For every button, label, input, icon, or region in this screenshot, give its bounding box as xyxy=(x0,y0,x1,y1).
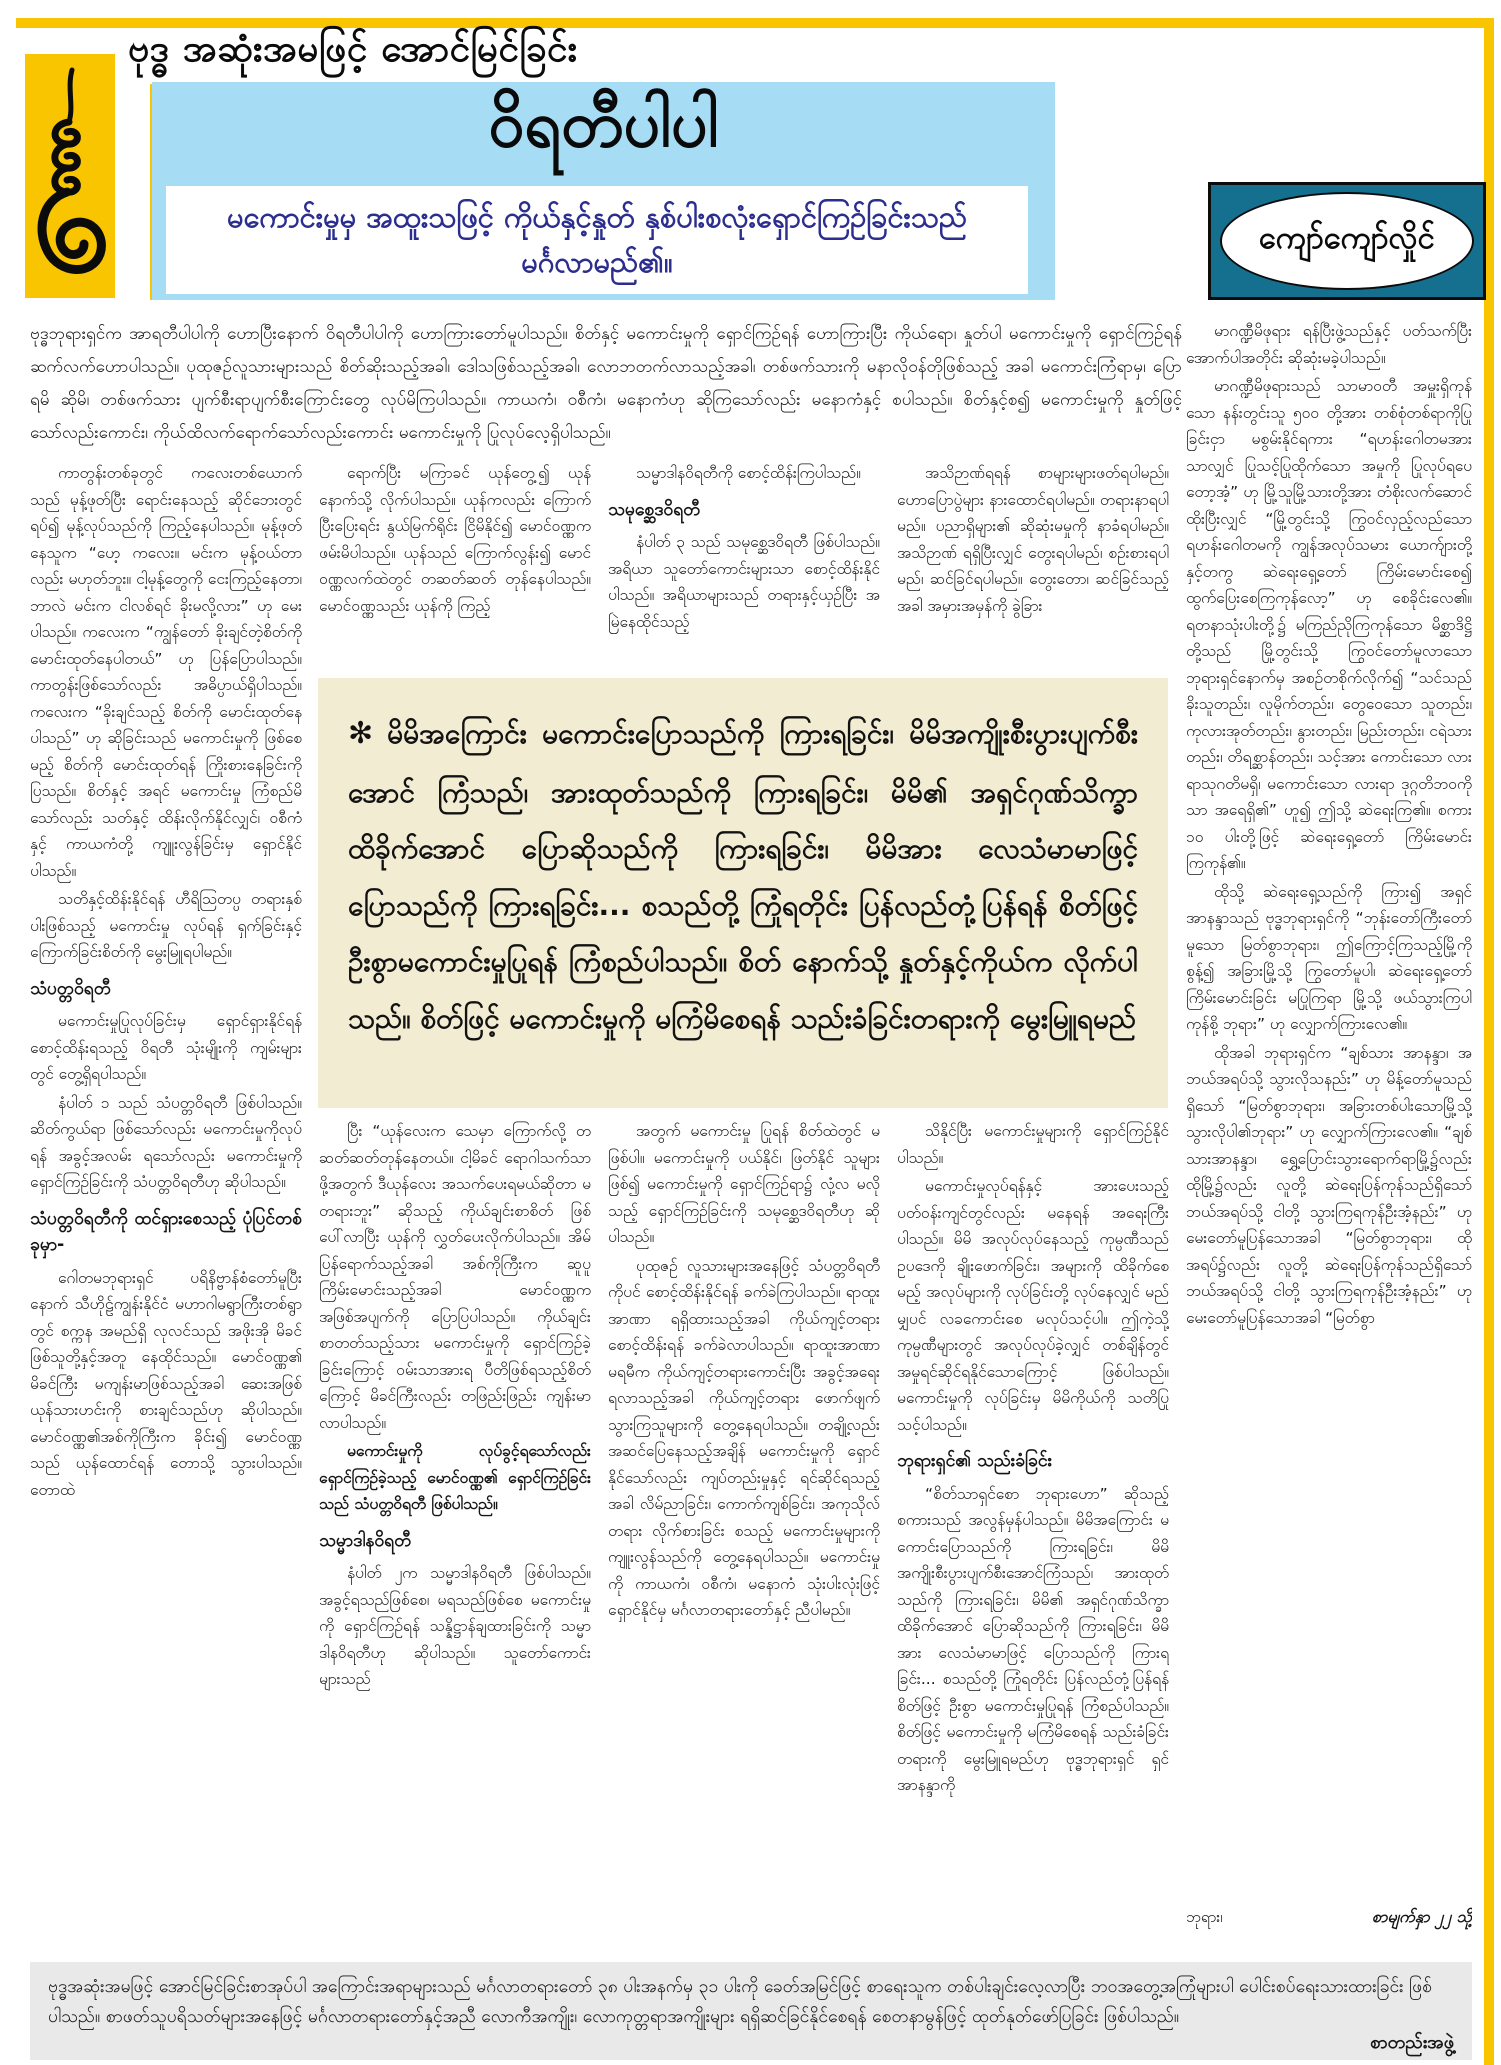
quote-body: မိမိအကြောင်း မကောင်းပြောသည်ကို ကြားရခြင်း၊ မိမိအကျိုးစီးပွားပျက်စီးအောင် ကြံသည်၊ အားထုတ်သည်ကို ကြားရခြင်း၊ မိမိ၏ အရှင်ဂုဏ်သိက္ခာ ထိခိုက်အောင် ပြောဆိုသည်ကို ကြားရခြင်း၊ မိမိအား လေသံမာမာဖြင့် ပြောသည်ကို ကြားရခြင်း... စသည်တို့ ကြုံရတိုင်း ပြန်လည်တုံ့ပြန်ရန် စိတ်ဖြင့် ဦးစွာမကောင်းမှုပြုရန် ကြံစည်ပါသည်။ စိတ် နောက်သို့ နှုတ်နှင့်ကိုယ်က လိုက်ပါသည်။ စိတ်ဖြင့် မကောင်းမှုကို မကြံမိစေရန် သည်းခံခြင်းတရားကို မွေးမြူရမည် xyxy=(348,717,1138,1035)
quote-text xyxy=(348,704,1138,1047)
page-frame-right xyxy=(1484,18,1494,2065)
footer-note xyxy=(30,1962,1472,2060)
page-jump-lead: ဘုရား၊ xyxy=(1186,1907,1223,1926)
subtitle-box xyxy=(166,186,1028,294)
body-paragraph: နံပါတ် ၂က သမ္မာဒါနဝိရတီ ဖြစ်ပါသည်။ အခွင့်ရသည်ဖြစ်စေ၊ မရသည်ဖြစ်စေ မကောင်းမှုကို ရှောင်ကြဉ်ရန် သန္နိဋ္ဌာန်ချထားခြင်းကို သမ္မာဒါနဝိရတီဟု ဆိုပါသည်။ သူတော်ကောင်းများသည် xyxy=(319,1564,591,1688)
body-paragraph: သတိနှင့်ထိန်းနိုင်ရန် ဟီရိသြတပ္ပ တရားနှစ်ပါးဖြစ်သည့် မကောင်းမှု လုပ်ရန် ရှက်ခြင်းနှင့် ကြောက်ခြင်းစိတ်ကို မွေးမြူရပါမည်။ xyxy=(30,890,302,961)
kicker: ဗုဒ္ဓ အဆုံးအမဖြင့် အောင်မြင်ခြင်း xyxy=(128,27,578,70)
body-paragraph: ကာတွန်းတစ်ခုတွင် ကလေးတစ်ယောက်သည် မုန့်ဖုတ်ပြီး ရောင်းနေသည့် ဆိုင်ဘေးတွင် ရပ်၍ မုန့်လုပ်သည်ကို ကြည့်နေပါသည်။ မုန့်ဖုတ်နေသူက “ဟေ့ ကလေး။ မင်းက မုန့်ဝယ်တာလည်း မဟုတ်ဘူး။ ငါ့မုန့်တွေကို ငေးကြည့်နေတာ၊ ဘာလဲ မင်းက ငါလစ်ရင် ခိုးမလို့လား” ဟု မေးပါသည်။ ကလေးက “ကျွန်တော် ခိုးချင်တဲ့စိတ်ကို မောင်းထုတ်နေပါတယ်” ဟု ပြန်ပြောပါသည်။ ကာတွန်းဖြစ်သော်လည်း အဓိပ္ပာယ်ရှိပါသည်။ ကလေးက “ခိုးချင်သည့် စိတ်ကို မောင်းထုတ်နေပါသည်” ဟု ဆိုခြင်းသည် မကောင်းမှုကို ဖြစ်စေမည့် စိတ်ကို မောင်းထုတ်ရန် ကြိုးစားနေခြင်းကို ပြသည်။ စိတ်နှင့် အရင် မကောင်းမှု ကြံစည်မိသော်လည်း သတ်နှင့် ထိန်းလိုက်နိုင်လျှင်၊ ဝစီကံနှင့် ကာယကံတို့ ကျူးလွန်ခြင်းမှ ရှောင်နိုင်ပါသည်။ xyxy=(30,464,302,880)
column-2-bottom xyxy=(319,1118,591,1930)
subtitle-line-2: မင်္ဂလာမည်၏။ xyxy=(521,245,673,279)
body-paragraph: မကောင်းမှုလုပ်ရန်နှင့် အားပေးသည့် ပတ်ဝန်းကျင်တွင်လည်း မနေရန် အရေးကြီးပါသည်။ မိမိ အလုပ်လုပ်နေသည့် ကုမ္ပဏီသည် ဥပဒေကို ချိုးဖောက်ခြင်း၊ အများကို ထိခိုက်စေမည့် အလုပ်များကို လုပ်ခြင်းတို့ လုပ်နေလျှင် မည်မျှပင် လခကောင်းစေ မလုပ်သင့်ပါ။ ဤကဲ့သို့ ကုမ္ပဏီများတွင် အလုပ်လုပ်ခဲ့လျှင် တစ်ချိန်တွင် အမှုရင်ဆိုင်ရနိုင်သောကြောင့် ဖြစ်ပါသည်။ မကောင်းမှုကို လုပ်ခြင်းမှ မိမိကိုယ်ကို သတိပြုသင့်ပါသည်။ xyxy=(897,1177,1169,1434)
body-paragraph: ထိုအခါ ဘုရားရှင်က “ချစ်သား အာနန္ဒာ၊ အဘယ်အရပ်သို့ သွားလိုသနည်း” ဟု မိန့်တော်မူသည်ရှိသော် “မြတ်စွာဘုရား၊ အခြားတစ်ပါးသောမြို့သို့ သွားလိုပါ၏ဘုရား” ဟု လျှောက်ကြားလေ၏။ “ချစ်သားအာနန္ဒာ၊ ရွှေ့ပြောင်းသွားရောက်ရာမြို့၌လည်း ထိုမြို့၌လည်း လူတို့ ဆဲရေးပြန်ကုန်သည်ရှိသော် ဘယ်အရပ်သို့ ငါတို့ သွားကြရကုန်ဦးအံ့နည်း” ဟု မေးတော်မူပြန်သောအခါ “မြတ်စွာဘုရား၊ ထိုအရပ်၌လည်း လူတို့ ဆဲရေးပြန်ကုန်သည်ရှိသော် ဘယ်အရပ်သို့ ငါတို့ သွားကြရကုန်ဦးအံ့နည်း” ဟု မေးတော်မူပြန်သောအခါ “မြတ်စွာ xyxy=(1186,1043,1472,1327)
body-paragraph: မကောင်းမှုပြုလုပ်ခြင်းမှ ရှောင်ရှားနိုင်ရန် စောင့်ထိန်းရသည့် ဝိရတီ သုံးမျိုးကို ကျမ်းများတွင် တွေ့ရှိရပါသည်။ xyxy=(30,1012,302,1083)
page-jump-note: စာမျက်နှာ ၂၂ သို့ xyxy=(1371,1906,1472,1926)
footer-signature: စာတည်းအဖွဲ့ xyxy=(1370,2032,1454,2053)
body-paragraph: “စိတ်သာရှင်စော ဘုရားဟော” ဆိုသည့်စကားသည် အလွန်မှန်ပါသည်။ မိမိအကြောင်း မကောင်းပြောသည်ကို ကြားရခြင်း၊ မိမိအကျိုးစီးပွားပျက်စီးအောင်ကြံသည်၊ အားထုတ်သည်ကို ကြားရခြင်း၊ မိမိ၏ အရှင်ဂုဏ်သိက္ခာ ထိခိုက်အောင် ပြောဆိုသည်ကို ကြားရခြင်း၊ မိမိအား လေသံမာမာဖြင့် ပြောသည်ကို ကြားရခြင်း... စသည်တို့ ကြုံရတိုင်း ပြန်လည်တုံ့ပြန်ရန် စိတ်ဖြင့် ဦးစွာ မကောင်းမှုပြုရန် ကြံစည်ပါသည်။ စိတ်ဖြင့် မကောင်းမှုကို မကြံမိစေရန် သည်းခံခြင်းတရားကို မွေးမြူရမည်ဟု ဗုဒ္ဓဘုရားရှင် ရှင်အာနန္ဒာကို xyxy=(897,1484,1169,1794)
quote-marker-icon: ✻ xyxy=(348,716,374,751)
body-paragraph: ရောက်ပြီး မကြာခင် ယုန်တွေ့၍ ယုန်နောက်သို့ လိုက်ပါသည်။ ယုန်ကလည်း ကြောက်ပြီးပြေးရင်း နွယ်မြက်ရိုင်း ငြိမိနိုင်၍ မောင်ဝဏ္ဏက ဖမ်းမိပါသည်။ ယုန်သည် ကြောက်လွန်း၍ မောင်ဝဏ္ဏလက်ထဲတွင် တဆတ်ဆတ် တုန်နေပါသည်။ မောင်ဝဏ္ဏသည်း ယုန်ကို ကြည့် xyxy=(319,464,591,615)
footer-text: ဗုဒ္ဓအဆုံးအမဖြင့် အောင်မြင်ခြင်းစာအုပ်ပါ အကြောင်းအရာများသည် မင်္ဂလာတရားတော် ၃၈ ပါးအနက်မှ ၃၁ ပါးကို ခေတ်အမြင်ဖြင့် စာရေးသူက တစ်ပါးချင်းလေ့လာပြီး ဘဝအတွေ့အကြုံများပါ ပေါင်းစပ်ရေးသားထားခြင်း ဖြစ်ပါသည်။ စာဖတ်သူပရိသတ်များအနေဖြင့် မင်္ဂလာတရားတော်နှင့်အညီ လောကီအကျိုး၊ လောကုတ္တရာအကျိုးများ ရရှိဆင်ခြင်နိုင်စေရန် စေတနာမွန်ဖြင့် ထုတ်နုတ်ဖော်ပြခြင်း ဖြစ်ပါသည်။ xyxy=(48,1977,1432,2027)
page-title: ဝိရတီပါပါ xyxy=(488,88,719,162)
section-subhead: သံပတ္တဝိရတီကို ထင်ရှားစေသည့် ပုံပြင်တစ်ခုမှာ- xyxy=(30,1208,302,1255)
subtitle-line-1: မကောင်းမှုမှ အထူးသဖြင့် ကိုယ်နှင့်နှုတ် နှစ်ပါးစလုံးရှောင်ကြဉ်ခြင်းသည် xyxy=(227,200,967,235)
column-4-bottom xyxy=(897,1118,1169,1930)
author-name: ကျော်ကျော်လှိုင် xyxy=(1259,220,1435,256)
column-1 xyxy=(30,460,302,1930)
section-subhead: သမ္မာဒါနဝိရတီ xyxy=(319,1530,412,1551)
page-jump xyxy=(1186,1900,1472,1931)
body-paragraph: နံပါတ် ၁ သည် သံပတ္တဝိရတီ ဖြစ်ပါသည်။ ဆိတ်ကွယ်ရာ ဖြစ်သော်လည်း မကောင်းမှုကိုလုပ်ရန် အခွင့်အလမ်း ရသော်လည်း မကောင်းမှုကို ရှောင်ကြဉ်ခြင်းကို သံပတ္တဝိရတီဟု ဆိုပါသည်။ xyxy=(30,1093,302,1191)
body-paragraph: အတွက် မကောင်းမှု ပြုရန် စိတ်ထဲတွင် မဖြစ်ပါ။ မကောင်းမှုကို ပယ်နိုင်၊ ဖြတ်နိုင် သူများဖြစ်၍ မကောင်းမှုကို ရှောင်ကြဉ်ရာ၌ လုံ့လ မလိုသည့် ရှောင်ကြဉ်ခြင်းကို သမုစ္ဆေဒဝိရတီဟု ဆိုပါသည်။ xyxy=(608,1122,880,1246)
column-3-top xyxy=(608,460,880,674)
body-paragraph: ဂေါတမဘုရားရှင် ပရိနိဗ္ဗာန်စံတော်မူပြီးနောက် သီဟိုဠ်ကျွန်းနိုင်ငံ မဟာဂါမရွာကြီးတစ်ရွာတွင် စက္ကန အမည်ရှိ လုလင်သည် အဖိုးအို မိခင်ဖြစ်သူတို့နှင့်အတူ နေထိုင်သည်။ မောင်ဝဏ္ဏ၏ မိခင်ကြီး မကျန်းမာဖြစ်သည့်အခါ ဆေးအဖြစ် ယုန်သားဟင်းကို စားချင်သည်ဟု ဆိုပါသည်။ မောင်ဝဏ္ဏ၏အစ်ကိုကြီးက ခိုင်း၍ မောင်ဝဏ္ဏသည် ယုန်ထောင်ရန် တောသို့ သွားပါသည်။ တောထဲ xyxy=(30,1268,302,1499)
body-paragraph: နံပါတ် ၃ သည် သမုစ္ဆေဒဝိရတီ ဖြစ်ပါသည်။ အရိယာ သူတော်ကောင်းများသာ စောင့်ထိန်းနိုင်ပါသည်။ အရိယာများသည် တရားနှင့်ယှဉ်ပြီး အမြဲနေထိုင်သည့် xyxy=(608,533,880,631)
column-5 xyxy=(1186,318,1472,1930)
section-subhead: သံပတ္တဝိရတီ xyxy=(30,978,111,999)
body-paragraph: ထိုသို့ ဆဲရေးရှေ့သည်ကို ကြား၍ အရှင်အာနန္ဒာသည် ဗုဒ္ဓဘုရားရှင်ကို “ဘုန်းတော်ကြီးတော်မူသော မြတ်စွာဘုရား၊ ဤကြောင့်ကြသည့်မြို့ကို စွန့်၍ အခြားမြို့သို့ ကြွတော်မူပါ၊ ဆဲရေးရှေ့တော် ကြိမ်းမောင်းခြင်း မပြုကြရာ မြို့သို့ ဖယ်သွားကြပါကုန်စို့ ဘုရား” ဟု လျှောက်ကြားလေ၏။ xyxy=(1186,882,1472,1033)
calligraphy-ornament-icon xyxy=(34,66,106,286)
title-box xyxy=(152,82,1055,300)
body-paragraph: မာဂဏ္ဍီမိဖုရား ရန်ပြီးဖွဲ့သည်နှင့် ပတ်သက်ပြီး အောက်ပါအတိုင်း ဆိုဆုံးမခဲ့ပါသည်။ xyxy=(1186,322,1472,367)
logo-box xyxy=(25,54,115,298)
body-paragraph: ပုထုဇဉ် လူသားများအနေဖြင့် သံပတ္တဝိရတီကိုပင် စောင့်ထိန်းနိုင်ရန် ခက်ခဲကြပါသည်။ ရာထူးအာဏာ ရရှိထားသည့်အခါ ကိုယ်ကျင့်တရား စောင့်ထိန်းရန် ခက်ခဲလာပါသည်။ ရာထူးအာဏာ မရမီက ကိုယ်ကျင့်တရားကောင်းပြီး အခွင့်အရေး ရလာသည့်အခါ ကိုယ်ကျင့်တရား ဖောက်ဖျက်သွားကြသူများကို တွေ့နေရပါသည်။ တချို့လည်း အဆင်ပြေနေသည့်အချိန် မကောင်းမှုကို ရှောင်နိုင်သော်လည်း ကျပ်တည်းမှုနှင့် ရင်ဆိုင်ရသည့်အခါ လိမ်ညာခြင်း၊ ကောက်ကျစ်ခြင်း၊ အကုသိုလ်တရား လိုက်စားခြင်း စသည့် မကောင်းမှုများကို ကျူးလွန်သည်ကို တွေ့နေရပါသည်။ မကောင်းမှုကို ကာယကံ၊ ဝစီကံ၊ မနောကံ သုံးပါးလုံးဖြင့် ရှောင်နိုင်မှ မင်္ဂလာတရားတော်နှင့် ညီပါမည်။ xyxy=(608,1256,880,1619)
body-paragraph: မာဂဏ္ဍီမိဖုရားသည် သာမာဝတီ အမှူးရှိကုန်သော နန်းတွင်းသူ ၅၀၀ တို့အား တစ်စုံတစ်ရာကိုပြုခြင်းငှာ မစွမ်းနိုင်ရကား “ရဟန်းဂေါတမအားသာလျှင် ပြုသင့်ပြုထိုက်သော အမှုကို ပြုလုပ်ရပေတော့အံ့” ဟု မြို့သူမြို့သားတို့အား တံစိုးလက်ဆောင်ထိုးပြီးလျှင် “မြို့တွင်းသို့ ကြွဝင်လှည့်လည်သော ရဟန်းဂေါတမကို ကျွန်အလုပ်သမား ယောက်ျားတို့နှင့်တကွ ဆဲရေးရှေ့တော် ကြိမ်းမောင်းစေ၍ ထွက်ပြေးစေကြကုန်လော့” ဟု စေခိုင်းလေ၏။ ရတနာသုံးပါးတို့၌ မကြည်ညိုကြကုန်သော မိစ္ဆာဒိဋ္ဌိတို့သည် မြို့တွင်းသို့ ကြွဝင်တော်မူလာသော ဘုရားရှင်နောက်မှ အစဉ်တစိုက်လိုက်၍ “သင်သည် ခိုးသူတည်း၊ လူမိုက်တည်း၊ တွေဝေသော သူတည်း၊ ကုလားအုတ်တည်း၊ နွားတည်း၊ မြည်းတည်း၊ ငရဲသားတည်း၊ တိရစ္ဆာန်တည်း၊ သင့်အား ကောင်းသော လားရာသုဂတိမရှိ၊ မကောင်းသော လားရာ ဒုဂ္ဂတိဘဝကိုသာ အရေရှိ၏” ဟူ၍ ဤသို့ ဆဲရေးကြ၏။ စကား ၁၀ ပါးတို့ဖြင့် ဆဲရေးရှေ့တော် ကြိမ်းမောင်းကြကုန်၏။ xyxy=(1186,377,1472,872)
column-2-top xyxy=(319,460,591,674)
column-4-top xyxy=(897,460,1169,674)
quote-box xyxy=(318,678,1168,1108)
body-paragraph: သိနိုင်ပြီး မကောင်းမှုများကို ရှောင်ကြဉ်နိုင်ပါသည်။ xyxy=(897,1122,1169,1167)
column-3-bottom xyxy=(608,1118,880,1930)
author-ellipse xyxy=(1220,192,1474,290)
intro-paragraph: ဗုဒ္ဓဘုရားရှင်က အာရတီပါပါကို ဟောပြီးနောက် ဝိရတီပါပါကို ဟောကြားတော်မူပါသည်။ စိတ်နှင့် မကောင်းမှုကို ရှောင်ကြဉ်ရန် ဟောကြားပြီး ကိုယ်ရော၊ နှုတ်ပါ မကောင်းမှုကို ရှောင်ကြဉ်ရန် ဆက်လက်ဟောပါသည်။ ပုထုဇဉ်လူသားများသည် စိတ်ဆိုးသည့်အခါ၊ ဒေါသဖြစ်သည့်အခါ၊ လောဘတက်လာသည့်အခါ၊ တစ်ဖက်သားကို မနာလိုဝန်တိုဖြစ်သည့် အခါ မကောင်းကြံရာမှ၊ ပြောရမိ ဆိုမိ၊ တစ်ဖက်သား ပျက်စီးရာပျက်စီးကြောင်းတွေ လုပ်မိကြပါသည်။ ကာယကံ၊ ဝစီကံ၊ မနောကံဟု ဆိုကြသော်လည်း မနောကံနှင့် စပါသည်။ စိတ်နှင့်စ၍ မကောင်းမှုကို နှုတ်ဖြင့်သော်လည်းကောင်း၊ ကိုယ်ထိလက်ရောက်သော်လည်းကောင်း မကောင်းမှုကို ပြုလုပ်လေ့ရှိပါသည်။ xyxy=(30,324,1182,443)
section-subhead: ဘုရားရှင်၏ သည်းခံခြင်း xyxy=(897,1451,1053,1471)
section-subhead: သမုစ္ဆေဒဝိရတီ xyxy=(608,499,701,520)
author-box xyxy=(1208,182,1486,300)
body-paragraph: ပြီး “ယုန်လေးက သေမှာ ကြောက်လို့ တဆတ်ဆတ်တုန်နေတယ်။ ငါ့မိခင် ရောဂါသက်သာဖို့အတွက် ဒီယုန်လေး အသက်ပေးရမယ်ဆိုတာ မတရားဘူး” ဆိုသည့် ကိုယ်ချင်းစာစိတ် ဖြစ်ပေါ်လာပြီး ယုန်ကို လွှတ်ပေးလိုက်ပါသည်။ အိမ်ပြန်ရောက်သည့်အခါ အစ်ကိုကြီးက ဆူပူကြိမ်းမောင်းသည့်အခါ မောင်ဝဏ္ဏက အဖြစ်အပျက်ကို ပြောပြပါသည်။ ကိုယ်ချင်းစာတတ်သည့်သား မကောင်းမှုကို ရှောင်ကြဉ်ခဲ့ခြင်းကြောင့် ဝမ်းသာအားရ ပီတိဖြစ်ရသည့်စိတ်ကြောင့် မိခင်ကြီးလည်း တဖြည်းဖြည်း ကျန်းမာလာပါသည်။ xyxy=(319,1122,591,1432)
body-paragraph: မကောင်းမှုကို လုပ်ခွင့်ရသော်လည်း ရှောင်ကြဉ်ခဲ့သည့် မောင်ဝဏ္ဏ၏ ရှောင်ကြဉ်ခြင်းသည် သံပတ္တဝိရတီ ဖြစ်ပါသည်။ xyxy=(319,1442,591,1513)
body-paragraph: သမ္မာဒါနဝိရတီကို စောင့်ထိန်းကြပါသည်။ xyxy=(636,464,861,482)
body-paragraph: အသိဉာဏ်ရရန် စာများများဖတ်ရပါမည်။ ဟောပြောပွဲများ နားထောင်ရပါမည်။ တရားနာရပါမည်။ ပညာရှိများ၏ ဆိုဆုံးမမှုကို နာခံရပါမည်။ အသိဉာဏ် ရရှိပြီးလျှင် တွေးရပါမည်၊ စဉ်းစားရပါမည်၊ ဆင်ခြင်ရပါမည်။ တွေးတော၊ ဆင်ခြင်သည့်အခါ အမှားအမှန်ကို ခွဲခြား xyxy=(897,464,1169,615)
